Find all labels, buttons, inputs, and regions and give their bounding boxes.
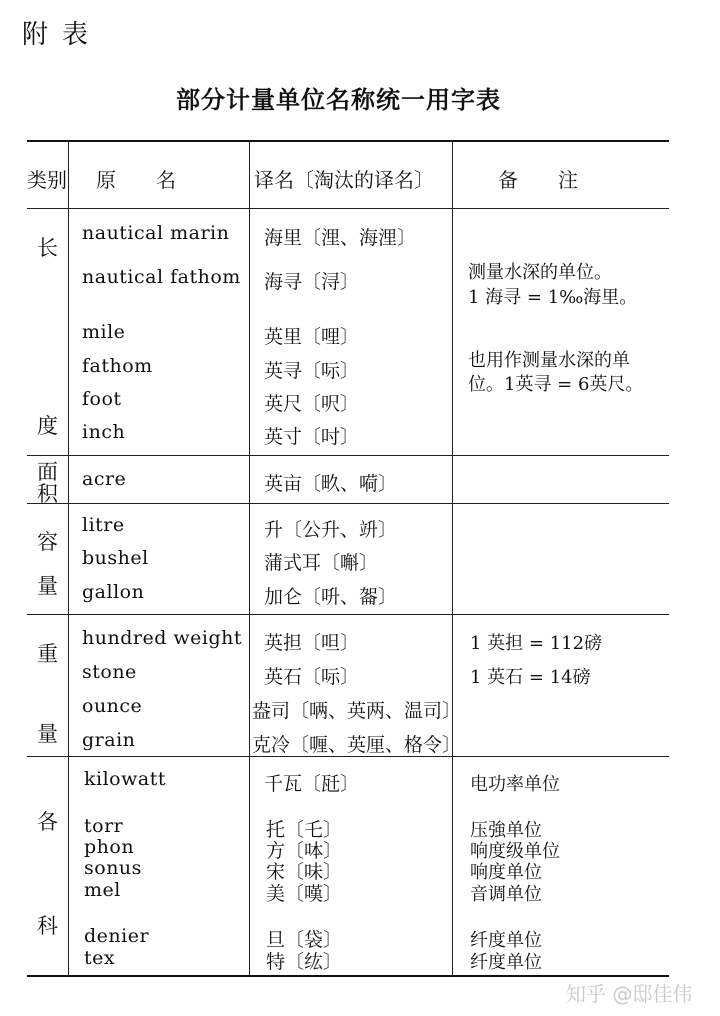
table-bottom-rule — [27, 975, 669, 977]
original-name: ounce — [82, 695, 143, 717]
original-name: inch — [82, 421, 126, 443]
original-name: stone — [82, 661, 137, 683]
original-name: mile — [82, 321, 126, 343]
original-name: kilowatt — [84, 768, 166, 790]
column-header-remarks: 备 注 — [498, 168, 578, 192]
translated-name: 英寻〔呩〕 — [264, 360, 360, 382]
translated-name: 美〔嘆〕 — [266, 883, 343, 905]
translated-name: 加仑〔呏、嗧〕 — [264, 586, 398, 608]
original-name: tex — [84, 947, 116, 969]
remark: 也用作测量水深的单 — [468, 350, 630, 371]
column-header-category: 类别 — [27, 168, 67, 192]
category-label: 各 — [37, 810, 58, 834]
translated-name: 旦〔袋〕 — [266, 929, 343, 951]
remark: 音调单位 — [470, 884, 542, 905]
translated-name: 海里〔浬、海浬〕 — [264, 227, 417, 249]
category-label: 积 — [37, 482, 58, 506]
group-divider — [27, 614, 669, 615]
remark: 压強单位 — [470, 820, 542, 841]
column-divider — [68, 142, 69, 975]
original-name: nautical fathom — [82, 266, 241, 288]
original-name: acre — [82, 468, 127, 490]
translated-name: 升〔公升、竔〕 — [264, 519, 398, 541]
original-name: fathom — [82, 355, 153, 377]
translated-name: 宋〔味〕 — [266, 861, 343, 883]
category-label: 重 — [37, 642, 58, 666]
remark: 测量水深的单位。 — [468, 262, 612, 283]
translated-name: 克冷〔喱、英厘、格令〕 — [252, 734, 462, 756]
translated-name: 英石〔呩〕 — [264, 666, 360, 688]
original-name: litre — [82, 514, 125, 536]
page-title: 部分计量单位名称统一用字表 — [176, 85, 501, 114]
original-name: gallon — [82, 581, 145, 603]
original-name: nautical marin — [82, 222, 230, 244]
translated-name: 英尺〔呎〕 — [264, 393, 360, 415]
page-header: 附表 — [22, 20, 103, 50]
column-header-original: 原 名 — [96, 168, 176, 192]
column-header-translated: 译名〔淘汰的译名〕 — [254, 168, 434, 192]
remark: 1 海寻 = 1‰海里。 — [468, 287, 638, 308]
original-name: sonus — [84, 857, 142, 879]
remark: 纤度单位 — [470, 952, 542, 973]
remark: 位。1英寻 = 6英尺。 — [468, 374, 644, 395]
translated-name: 蒲式耳〔嘝〕 — [264, 552, 379, 574]
column-divider — [452, 142, 453, 975]
original-name: phon — [84, 836, 135, 858]
original-name: bushel — [82, 547, 149, 569]
category-label: 量 — [37, 722, 58, 746]
original-name: denier — [84, 925, 150, 947]
translated-name: 英担〔呾〕 — [264, 632, 360, 654]
translated-name: 托〔乇〕 — [266, 819, 343, 841]
original-name: mel — [84, 879, 121, 901]
table-top-rule — [27, 140, 669, 142]
header-divider — [27, 208, 669, 209]
category-label: 量 — [37, 574, 58, 598]
category-label: 度 — [37, 414, 58, 438]
translated-name: 盎司〔唡、英两、温司〕 — [252, 700, 462, 722]
original-name: foot — [82, 388, 122, 410]
remark: 1 英石 = 14磅 — [470, 667, 591, 688]
translated-name: 千瓦〔瓩〕 — [264, 773, 360, 795]
original-name: hundred weight — [82, 627, 243, 649]
translated-name: 英亩〔畂、嗬〕 — [264, 473, 398, 495]
original-name: grain — [82, 729, 136, 751]
remark: 响度单位 — [470, 862, 542, 883]
original-name: torr — [84, 815, 124, 837]
column-divider — [249, 142, 250, 975]
translated-name: 英寸〔吋〕 — [264, 426, 360, 448]
translated-name: 方〔呠〕 — [266, 840, 343, 862]
remark: 响度级单位 — [470, 841, 560, 862]
category-label: 容 — [37, 530, 58, 554]
translated-name: 特〔纮〕 — [266, 951, 343, 973]
category-label: 长 — [37, 236, 58, 260]
group-divider — [27, 455, 669, 456]
group-divider — [27, 503, 669, 504]
remark: 1 英担 = 112磅 — [470, 633, 603, 654]
category-label: 科 — [37, 914, 58, 938]
remark: 纤度单位 — [470, 930, 542, 951]
translated-name: 英里〔哩〕 — [264, 326, 360, 348]
category-label: 面 — [37, 460, 58, 484]
remark: 电功率单位 — [470, 774, 560, 795]
translated-name: 海寻〔浔〕 — [264, 271, 360, 293]
watermark: 知乎 @邸佳伟 — [566, 982, 693, 1006]
